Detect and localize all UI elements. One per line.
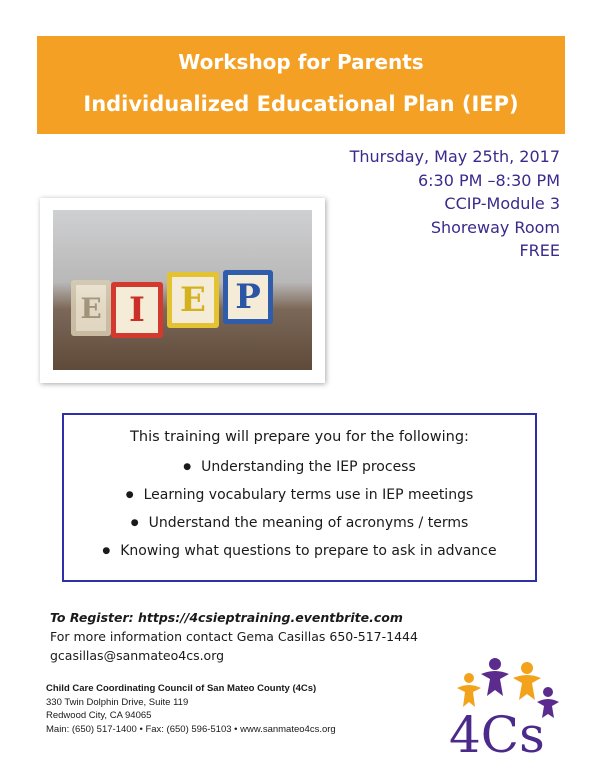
title-banner	[37, 36, 565, 134]
list-item: ● Learning vocabulary terms use in IEP meetings	[125, 487, 474, 503]
letter-block: P	[223, 270, 273, 324]
event-details	[350, 145, 560, 263]
letter-block: E	[71, 280, 111, 336]
org-contact-line: Main: (650) 517-1400 • Fax: (650) 596-5103 • www.sanmateo4cs.org	[46, 723, 336, 735]
event-room: Shoreway Room	[430, 217, 560, 237]
training-box	[62, 413, 537, 582]
register-link[interactable]: To Register: https://4csieptraining.eventbrite.com	[50, 610, 403, 625]
logo-text: 4Cs	[449, 706, 545, 757]
photo-image	[53, 210, 312, 370]
4cs-logo	[443, 652, 568, 757]
banner-subtitle: Individualized Educational Plan (IEP)	[83, 92, 519, 116]
event-location: CCIP-Module 3	[444, 194, 560, 213]
list-item: ● Knowing what questions to prepare to ask in advance	[102, 543, 497, 559]
figure-icon	[457, 673, 481, 707]
training-intro: This training will prepare you for the following:	[130, 429, 469, 445]
bullet-icon: ●	[102, 546, 111, 556]
banner-title: Workshop for Parents	[178, 50, 424, 74]
event-time: 6:30 PM –8:30 PM	[417, 170, 560, 190]
registration-info	[50, 608, 418, 665]
iep-blocks-photo	[40, 198, 325, 383]
letter-block: I	[111, 282, 163, 338]
letter-block: E	[167, 272, 219, 328]
bullet-icon: ●	[125, 490, 134, 500]
figure-icon	[513, 662, 541, 700]
event-cost: FREE	[519, 241, 560, 260]
org-name: Child Care Coordinating Council of San Mateo County (4Cs)	[46, 683, 317, 694]
bullet-icon: ●	[183, 462, 192, 472]
contact-email[interactable]: gcasillas@sanmateo4cs.org	[50, 648, 225, 663]
org-address-line1: 330 Twin Dolphin Drive, Suite 119	[46, 696, 189, 708]
figure-icon	[481, 658, 509, 696]
contact-info: For more information contact Gema Casillas 650-517-1444	[50, 629, 418, 644]
org-address-line2: Redwood City, CA 94065	[46, 710, 152, 721]
event-date: Thursday, May 25th, 2017	[349, 147, 560, 166]
organization-footer	[46, 682, 336, 736]
list-item: ● Understand the meaning of acronyms / terms	[130, 515, 469, 531]
bullet-icon: ●	[130, 518, 139, 528]
list-item: ● Understanding the IEP process	[183, 459, 416, 475]
training-list	[64, 453, 535, 565]
